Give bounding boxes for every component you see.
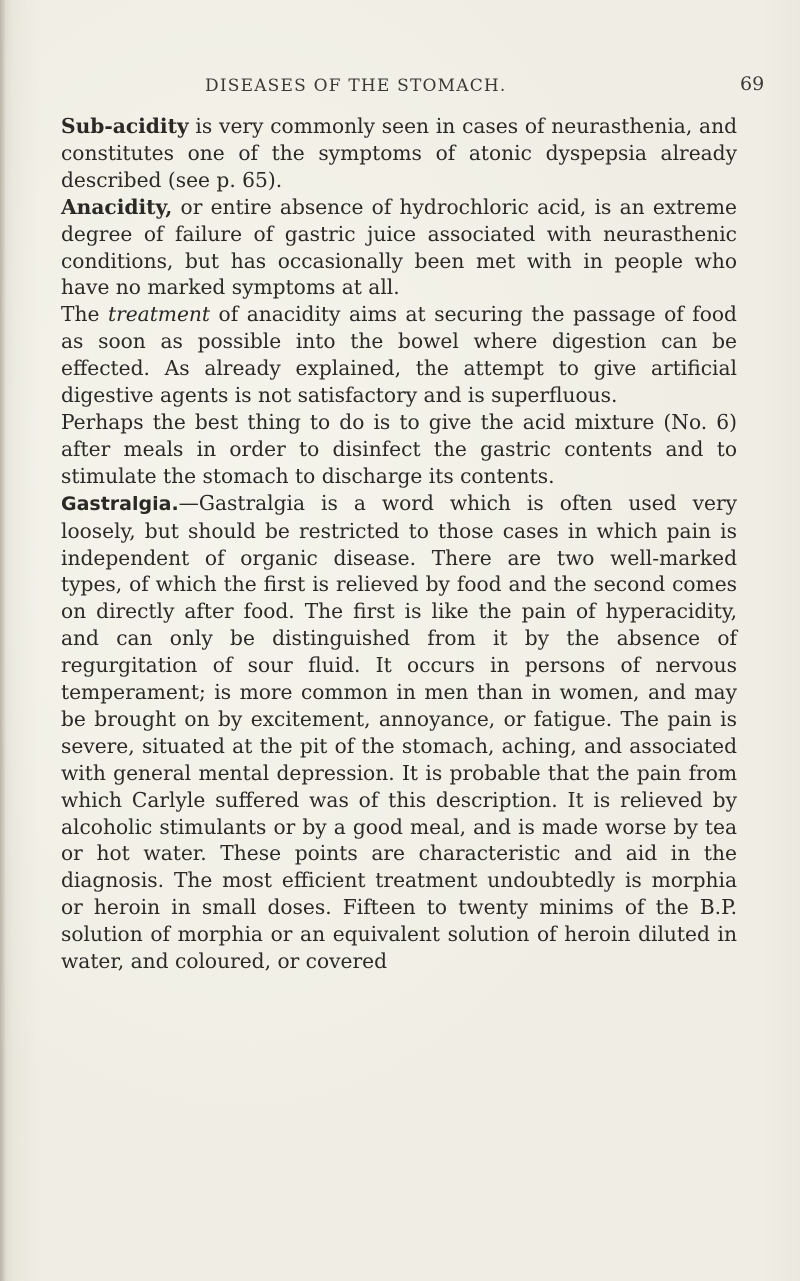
text-perhaps: Perhaps the best thing to do is to give the acid mixture (No. 6) after meals in order to disinfect the gastric contents and to stimulate the stomach to discharge its contents. (61, 409, 737, 488)
paragraph-perhaps (61, 409, 737, 490)
paragraph-treatment (61, 301, 737, 409)
running-title: DISEASES OF THE STOMACH. (205, 76, 507, 96)
lead-treatment: The (61, 302, 108, 327)
paragraph-subacidity (61, 113, 737, 194)
term-gastralgia: Gastralgia. (61, 492, 179, 515)
text-treatment: of anacidity aims at securing the passage of food as soon as possible into the bowel where digestion can be effected. As already explained, the attempt to give artificial digestive agents is not satisfactory and is superfluous. (61, 302, 737, 408)
term-treatment: treatment (107, 302, 211, 327)
text-gastralgia: —Gastralgia is a word which is often used very loosely, but should be restricted to those cases in which pain is independent of organic disease. There are two well-marked types, of which the first is relieved by food and the second comes on directly after food. The first is like the pain of hyperacidity, and can only be distinguished from it by the absence of regurgitation of sour fluid. It occurs in persons of nervous temperament; is more common in men than in women, and may be brought on by excitement, annoyance, or fatigue. The pain is severe, situated at the pit of the stomach, aching, and associated with general mental depression. It is probable that the pain from which Carlyle suffered was of this description. It is relieved by alcoholic stimulants or by a good meal, and is made worse by tea or hot water. These points are characteristic and aid in the diagnosis. The most efficient treatment undoubtedly is morphia or heroin in small doses. Fifteen to twenty minims of the B.P. solution of morphia or an equivalent solution of heroin diluted in water, and coloured, or covered (61, 490, 737, 974)
term-anacidity: Anacidity, (61, 194, 173, 219)
page-number: 69 (740, 73, 765, 95)
term-subacidity: Sub-acidity (61, 114, 189, 138)
running-head (0, 73, 800, 102)
paragraph-anacidity (61, 194, 737, 302)
text-anacidity: or entire absence of hydrochloric acid, is an extreme degree of failure of gastric juice associated with neurasthenic conditions, but has occasionally been met with in people who have no marked symptoms at all. (61, 194, 737, 300)
page-gutter-shadow (0, 0, 6, 1281)
paragraph-gastralgia (61, 490, 737, 975)
text-subacidity: is very commonly seen in cases of neurasthenia, and constitutes one of the symptoms of atonic dyspepsia already described (see p. 65). (61, 114, 737, 192)
body-text (61, 113, 737, 975)
